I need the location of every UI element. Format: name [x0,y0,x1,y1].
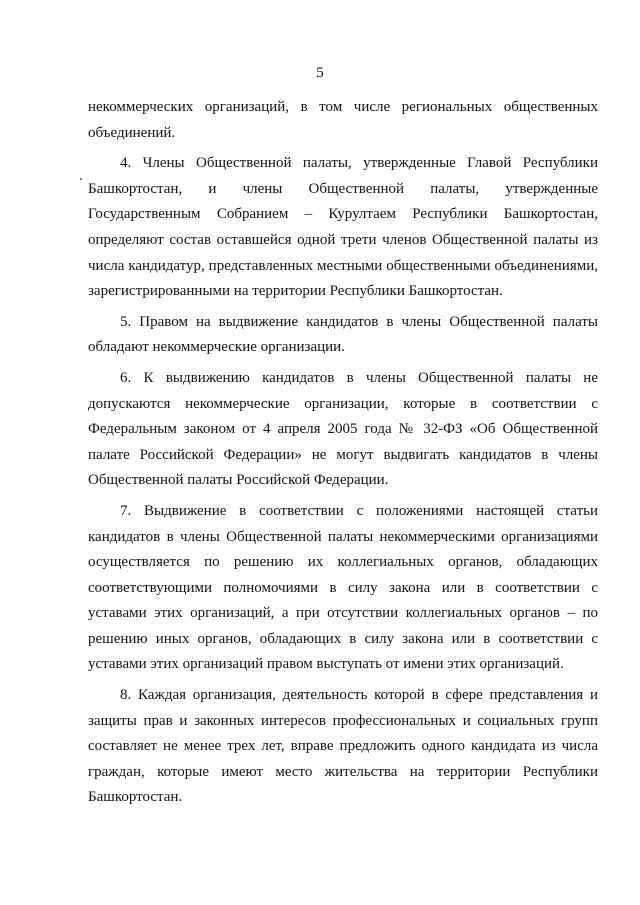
paragraph-continuation: некоммерческих организаций, в том числе региональных общественных объединений. [88,99,598,141]
document-body [88,95,598,816]
paragraph-item-8: 8. Каждая организация, деятельность которой в сфере представления и защиты прав и законных интересов профессиональных и социальных групп составляет не менее трех лет, вправе предложить одного кандидата из числа граждан, которые имеют место жительства на территории Республики Башкортостан. [88,687,598,806]
paragraph-item-5: 5. Правом на выдвижение кандидатов в члены Общественной палаты обладают некоммерческие организации. [88,313,598,356]
paragraph-item-4: 4. Члены Общественной палаты, утвержденные Главой Республики Башкортостан, и члены Общественной палаты, утвержденные Государственным Собранием – Курултаем Республики Башкортостан, определяют состав оставшейся одной трети членов Общественной палаты из числа кандидатур, представленных местными общественными объединениями, зарегистрированными на территории Республики Башкортостан. [88,155,598,300]
page-number: 5 [316,65,324,81]
paragraph-item-6: 6. К выдвижению кандидатов в члены Общественной палаты не допускаются некоммерческие организации, которые в соответствии с Федеральным законом от 4 апреля 2005 года № 32-ФЗ «Об Общественной палате Российской Федерации» не могут выдвигать кандидатов в члены Общественной палаты Российской Федерации. [88,369,598,489]
scan-speck [80,178,82,180]
paragraph-item-7: 7. Выдвижение в соответствии с положениями настоящей статьи кандидатов в члены Общественной палаты некоммерческими организациями осуществляется по решению их коллегиальных органов, обладающих соответствующими полномочиями в силу закона или в соответствии с уставами этих организаций, а при отсутствии коллегиальных органов – по решению иных органов, обладающих в силу закона или в соответствии с уставами этих организаций правом выступать от имени этих организаций. [88,502,598,673]
